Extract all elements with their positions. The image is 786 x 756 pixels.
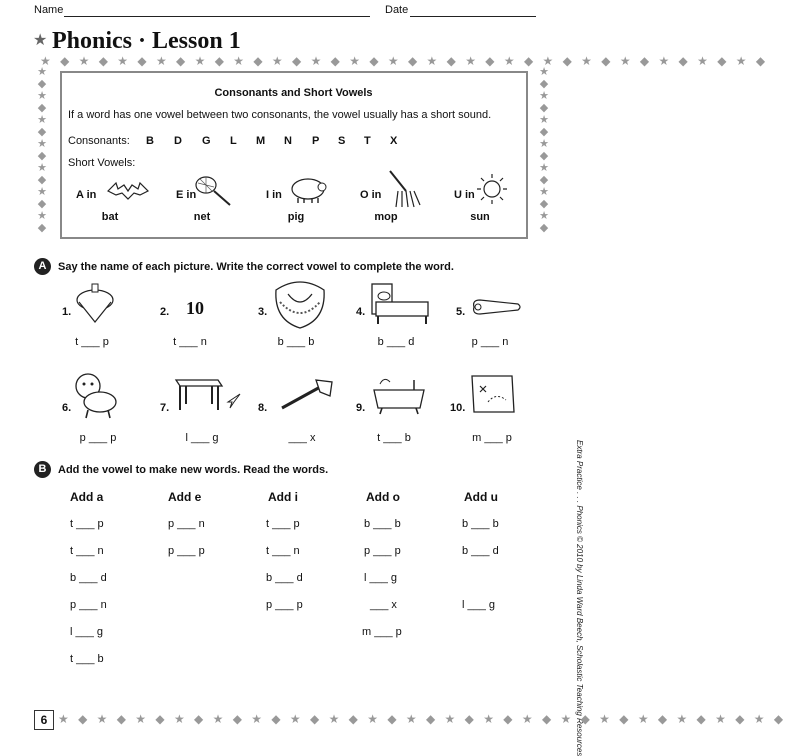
star-border-bottom: ★ ◆ ★ ◆ ★ ◆ ★ ◆ ★ ◆ ★ ◆ ★ ◆ ★ ◆ ★ ◆ ★ ◆ ★ ◆ ★ ◆ ★ ◆ ★ ◆ ★ ◆ ★ ◆ ★ ◆ ★ ◆ ★ ◆ <box>58 712 786 726</box>
list-item[interactable]: l ___ g <box>462 599 496 611</box>
list-item[interactable]: b ___ b <box>462 518 499 530</box>
section-b-badge: B <box>34 461 51 478</box>
consonant-m: M <box>256 135 266 147</box>
net-icon <box>194 173 232 207</box>
bed-icon <box>368 280 432 328</box>
list-item[interactable]: l ___ g <box>364 572 398 584</box>
list-item[interactable]: p ___ n <box>168 518 205 530</box>
item-1-number: 1. <box>62 306 72 318</box>
list-item[interactable]: p ___ p <box>168 545 205 557</box>
item-3-number: 3. <box>258 306 268 318</box>
list-item[interactable]: t ___ b <box>70 653 104 665</box>
name-line[interactable] <box>64 16 370 17</box>
consonant-b: B <box>146 135 154 147</box>
vowel-u-word: sun <box>470 211 490 223</box>
consonant-x: X <box>390 135 398 147</box>
item-9-word[interactable]: t ___ b <box>377 432 411 444</box>
table-leg-icon <box>172 374 244 414</box>
item-6-word[interactable]: p ___ p <box>79 432 117 444</box>
item-7-word[interactable]: l ___ g <box>185 432 219 444</box>
side-credit <box>574 440 586 756</box>
page-number: 6 <box>34 710 54 730</box>
box-rule: If a word has one vowel between two consonants, the vowel usually has a short sound. <box>68 109 492 121</box>
consonant-d: D <box>174 135 182 147</box>
list-item[interactable]: p ___ p <box>266 599 303 611</box>
list-item[interactable]: p ___ p <box>364 545 401 557</box>
column-add-e-header: Add e <box>168 490 202 504</box>
consonants-label: Consonants: <box>68 135 130 147</box>
vowel-e-word: net <box>193 211 211 223</box>
date-label: Date <box>385 4 409 16</box>
ax-icon <box>276 378 336 414</box>
column-add-i-header: Add i <box>268 490 298 504</box>
item-6-number: 6. <box>62 402 72 414</box>
top-toy-icon <box>74 282 116 324</box>
list-item[interactable]: ___ x <box>370 599 397 611</box>
list-item[interactable]: p ___ n <box>70 599 107 611</box>
consonant-p: P <box>312 135 320 147</box>
vowel-i-word: pig <box>287 211 305 223</box>
column-add-a-header: Add a <box>70 490 104 504</box>
puppy-icon <box>70 370 120 420</box>
consonant-l: L <box>230 135 237 147</box>
bib-icon <box>270 280 330 330</box>
mop-icon <box>382 169 426 209</box>
tub-icon <box>370 374 428 418</box>
list-item[interactable]: l ___ g <box>70 626 104 638</box>
list-item[interactable]: m ___ p <box>362 626 402 638</box>
item-5-number: 5. <box>456 306 466 318</box>
sun-icon <box>476 173 508 205</box>
item-4-word[interactable]: b ___ d <box>377 336 415 348</box>
item-7-number: 7. <box>160 402 170 414</box>
star-border-right: ★ ◆ ★ ◆ ★ ◆ ★ ◆ ★ ◆ ★ ◆ ★ ◆ <box>539 66 549 234</box>
star-border-left: ★ ◆ ★ ◆ ★ ◆ ★ ◆ ★ ◆ ★ ◆ ★ ◆ <box>37 66 47 234</box>
name-label: Name <box>34 4 64 16</box>
vowel-o-word: mop <box>374 211 398 223</box>
vowel-a-word: bat <box>101 211 119 223</box>
item-9-number: 9. <box>356 402 366 414</box>
item-10-number: 10. <box>450 402 466 414</box>
list-item[interactable]: b ___ d <box>266 572 303 584</box>
side-credit-text: Extra Practice . . . Phonics © 2010 by Linda Ward Beech, Scholastic Teaching Resources <box>575 440 584 756</box>
star-border-top: ★ ◆ ★ ◆ ★ ◆ ★ ◆ ★ ◆ ★ ◆ ★ ◆ ★ ◆ ★ ◆ ★ ◆ ★ ◆ ★ ◆ ★ ◆ ★ ◆ ★ ◆ ★ ◆ ★ ◆ ★ ◆ ★ ◆ <box>40 54 769 68</box>
safety-pin-icon <box>470 296 524 318</box>
vowel-i-label: I in <box>266 189 282 201</box>
item-4-number: 4. <box>356 306 366 318</box>
list-item[interactable]: b ___ b <box>364 518 401 530</box>
ten-number-picture: 10 <box>186 298 204 318</box>
column-add-o-header: Add o <box>366 490 400 504</box>
vowel-o-label: O in <box>360 189 382 201</box>
vowel-e-label: E in <box>176 189 197 201</box>
item-8-word[interactable]: ___ x <box>288 432 316 444</box>
list-item[interactable]: t ___ p <box>70 518 104 530</box>
item-10-word[interactable]: m ___ p <box>472 432 512 444</box>
pig-icon <box>288 173 330 205</box>
item-5-word[interactable]: p ___ n <box>471 336 509 348</box>
section-a-instruction: Say the name of each picture. Write the correct vowel to complete the word. <box>58 261 454 273</box>
item-8-number: 8. <box>258 402 268 414</box>
title-star-icon: ★ <box>33 32 48 49</box>
short-vowels-label: Short Vowels: <box>68 157 136 169</box>
item-1-word[interactable]: t ___ p <box>75 336 109 348</box>
list-item[interactable]: b ___ d <box>462 545 499 557</box>
consonant-s: S <box>338 135 346 147</box>
list-item[interactable]: b ___ d <box>70 572 107 584</box>
map-icon <box>466 372 518 416</box>
vowel-u-label: U in <box>454 189 475 201</box>
info-box <box>60 71 528 239</box>
item-2-word[interactable]: t ___ n <box>173 336 207 348</box>
bat-icon <box>106 177 150 205</box>
list-item[interactable]: t ___ p <box>266 518 300 530</box>
vowel-a-label: A in <box>76 189 97 201</box>
item-2-number: 2. <box>160 306 170 318</box>
consonant-g: G <box>202 135 211 147</box>
list-item[interactable]: t ___ n <box>70 545 104 557</box>
consonant-t: T <box>364 135 371 147</box>
page-title: Phonics · Lesson 1 <box>52 28 241 54</box>
box-heading: Consonants and Short Vowels <box>214 87 373 99</box>
section-b-instruction: Add the vowel to make new words. Read the words. <box>58 464 329 476</box>
section-a-badge: A <box>34 258 51 275</box>
column-add-u-header: Add u <box>464 490 498 504</box>
list-item[interactable]: t ___ n <box>266 545 300 557</box>
consonant-n: N <box>284 135 292 147</box>
date-line[interactable] <box>410 16 536 17</box>
item-3-word[interactable]: b ___ b <box>277 336 315 348</box>
